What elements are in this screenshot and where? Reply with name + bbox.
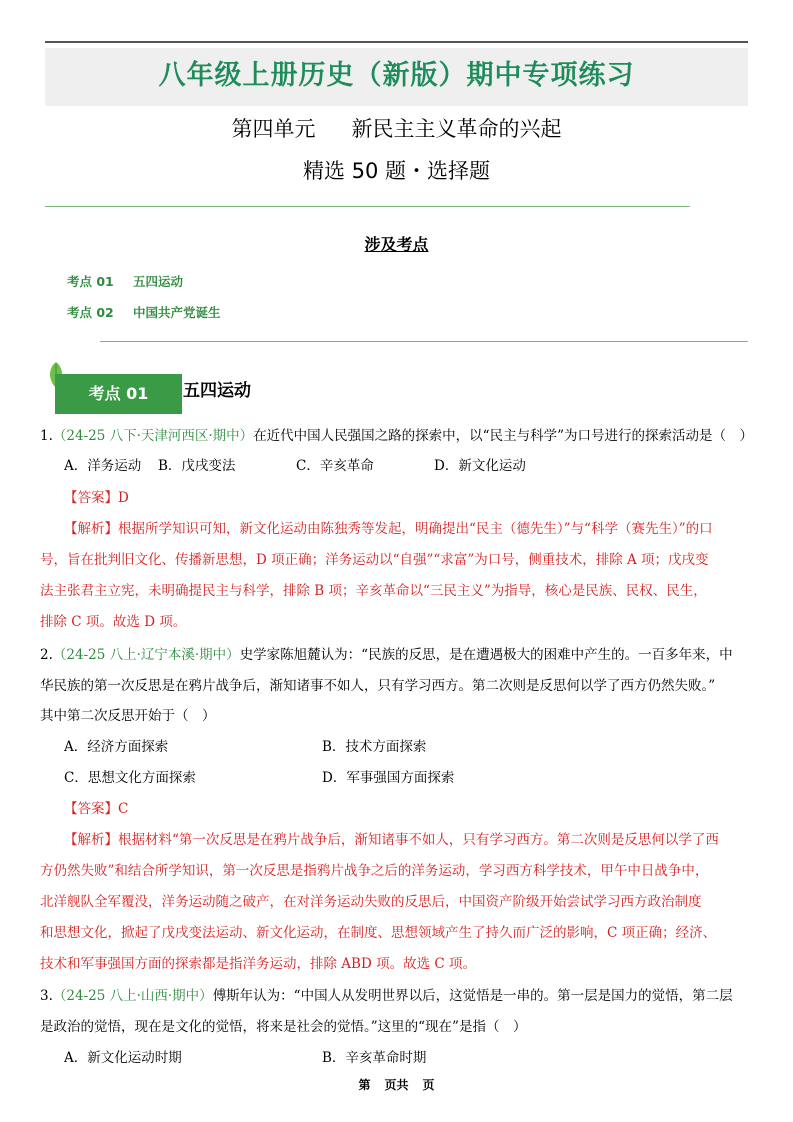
option: D．军事强国方面探索 xyxy=(322,770,455,786)
unit-name: 新民主主义革命的兴起 xyxy=(351,117,562,141)
option: A．经济方面探索 xyxy=(64,739,169,755)
key-point-name: 五四运动 xyxy=(133,274,184,289)
key-point-item xyxy=(67,272,183,290)
divider xyxy=(45,206,690,207)
question-3-stem: 3.（24-25 八上·山西·期中）傅斯年认为：“中国人从发明世界以后，这觉悟是一串的。第一层是国力的觉悟，第二层 xyxy=(40,988,733,1004)
unit-number: 第四单元 xyxy=(231,117,316,141)
analysis-line: 排除 C 项。故选 D 项。 xyxy=(40,614,187,630)
section-title: 五四运动 xyxy=(183,381,251,401)
option: B．技术方面探索 xyxy=(322,739,427,755)
page-footer: 第 页共 页 xyxy=(358,1078,435,1092)
page-title: 八年级上册历史（新版）期中专项练习 xyxy=(158,60,635,91)
key-point-label: 考点 01 xyxy=(67,274,114,289)
question-source: （24-25 八上·辽宁本溪·期中） xyxy=(52,647,240,663)
question-source: （24-25 八下·天津河西区·期中） xyxy=(52,428,254,444)
analysis-line: 北洋舰队全军覆没，洋务运动随之破产，在对洋务运动失败的反思后，中国资产阶级开始尝试学习西方政治制度 xyxy=(40,894,702,910)
key-point-name: 中国共产党诞生 xyxy=(133,305,221,320)
analysis-line: 和思想文化，掀起了戊戌变法运动、新文化运动，在制度、思想领域产生了持久而广泛的影响，C 项正确；经济、 xyxy=(40,925,717,941)
option: A．新文化运动时期 xyxy=(64,1050,182,1066)
option: B．戊戌变法 xyxy=(158,458,236,474)
option: D．新文化运动 xyxy=(434,458,526,474)
question-source: （24-25 八上·山西·期中） xyxy=(52,988,213,1004)
analysis-line: 方仍然失败”和结合所学知识，第一次反思是指鸦片战争之后的洋务运动，学习西方科学技术，甲午中日战争中， xyxy=(40,863,709,879)
question-1-options xyxy=(64,456,526,476)
answer: 【答案】D xyxy=(64,490,129,506)
question-2-stem: 2.（24-25 八上·辽宁本溪·期中）史学家陈旭麓认为：“民族的反思，是在遭遇极大的困难中产生的。一百多年来，中 xyxy=(40,647,733,663)
option: B．辛亥革命时期 xyxy=(322,1050,427,1066)
option: C．思想文化方面探索 xyxy=(64,770,196,786)
question-1-stem: 1.（24-25 八下·天津河西区·期中）在近代中国人民强国之路的探索中，以“民主与科学”为口号进行的探索活动是（ ） xyxy=(40,428,753,444)
stem-line: 华民族的第一次反思是在鸦片战争后，渐知诸事不如人，只有学习西方。第二次则是反思何以学了西方仍然失败。” xyxy=(40,678,716,694)
answer: 【答案】C xyxy=(64,801,129,817)
question-3-options xyxy=(64,1048,426,1068)
subtitle: 精选 50 题・选择题 xyxy=(302,159,491,183)
unit-heading xyxy=(0,114,793,144)
key-point-item xyxy=(67,303,221,321)
key-points-heading: 涉及考点 xyxy=(364,235,429,254)
analysis-line: 技术和军事强国方面的探索都是指洋务运动，排除 ABD 项。故选 C 项。 xyxy=(40,956,476,972)
analysis-line: 【解析】根据所学知识可知，新文化运动由陈独秀等发起，明确提出“民主（德先生）”与“科学（赛先生）”的口 xyxy=(64,521,713,537)
option: C．辛亥革命 xyxy=(296,458,374,474)
analysis-line: 法主张君主立宪，未明确提民主与科学，排除 B 项；辛亥革命以“三民主义”为指导，核心是民族、民权、民生， xyxy=(40,583,707,599)
option: A．洋务运动 xyxy=(64,458,142,474)
divider xyxy=(100,341,748,342)
stem-line: 是政治的觉悟，现在是文化的觉悟，将来是社会的觉悟。”这里的“现在”是指（ ） xyxy=(40,1019,527,1035)
top-rule xyxy=(45,41,748,43)
question-2-options-row1 xyxy=(64,737,426,757)
section-badge: 考点 01 xyxy=(55,374,182,414)
analysis-line: 号，旨在批判旧文化、传播新思想，D 项正确；洋务运动以“自强”“求富”为口号，侧重技术，排除 A 项；戊戌变 xyxy=(40,552,709,568)
question-2-options-row2 xyxy=(64,768,454,788)
stem-line: 其中第二次反思开始于（ ） xyxy=(40,708,216,724)
key-point-label: 考点 02 xyxy=(67,305,114,320)
analysis-line: 【解析】根据材料“第一次反思是在鸦片战争后，渐知诸事不如人，只有学习西方。第二次则是反思何以学了西 xyxy=(64,832,719,848)
